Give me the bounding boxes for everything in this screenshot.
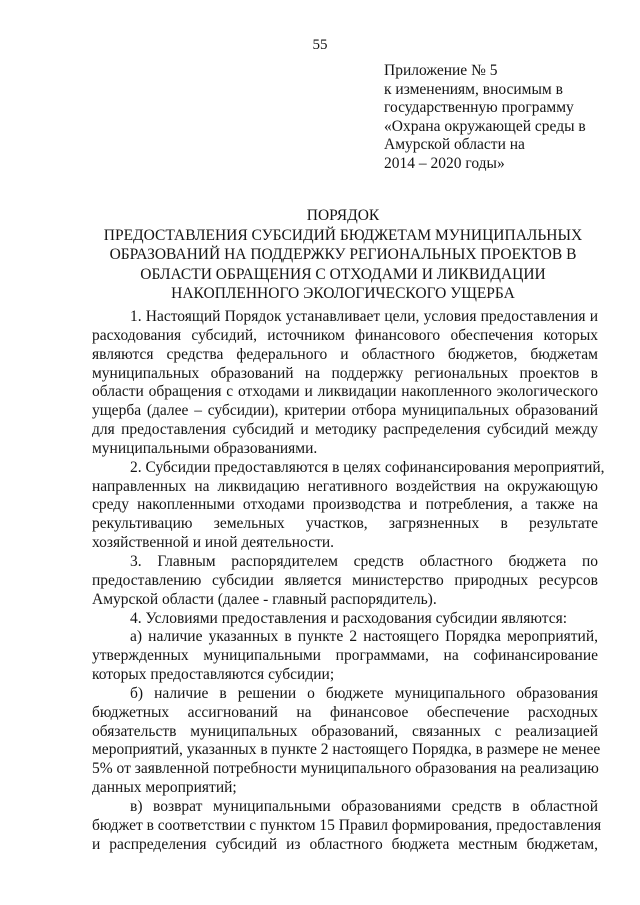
title-line: НАКОПЛЕННОГО ЭКОЛОГИЧЕСКОГО УЩЕРБА [171,285,515,302]
document-body [92,308,605,854]
body-line: утвержденных муниципальными программами, на софинансирование [92,647,598,665]
body-line: предоставлению субсидии является министерство природных ресурсов [92,571,598,589]
body-line: рекультивацию земельных участков, загрязненных в результате [92,515,598,533]
body-line: которых предоставляются субсидии; [92,666,335,684]
body-line: мероприятий, указанных в пункте 2 настоящего Порядка, в размере не менее [92,741,601,759]
body-line: и распределения субсидий из областного бюджета местным бюджетам, [92,835,598,853]
appendix-line: Приложение № 5 [384,62,498,79]
body-line: области обращения с отходами и ликвидации накопленного экологического [92,383,598,401]
body-line: являются средства федерального и областного бюджетов, бюджетам [92,345,598,363]
appendix-line: к изменениям, вносимым в [384,80,563,98]
body-line: муниципальными образованиями. [92,439,318,457]
body-line: 5% от заявленной потребности муниципального образования на реализацию [92,760,599,778]
appendix-note [384,62,624,174]
body-line: бюджетных ассигнований на финансовое обеспечение расходных [92,703,598,721]
body-line: бюджет в соответствии с пунктом 15 Правил формирования, предоставления [92,816,602,834]
page-number: 55 [312,37,328,53]
body-line: расходования субсидий, источником финансового обеспечения которых [92,326,598,344]
body-line: ущерба (далее – субсидии), критерии отбора муниципальных образований [92,402,598,420]
body-line: обязательств муниципальных образований, связанных с реализацией [92,722,598,740]
document-title [100,206,586,304]
appendix-line: «Охрана окружающей среды в [384,117,586,135]
body-line: а) наличие указанных в пункте 2 настоящего Порядка мероприятий, [130,628,598,646]
body-line: среду накопленными отходами производства и потребления, а также на [92,496,598,514]
body-line: 4. Условиями предоставления и расходования субсидии являются: [130,609,568,627]
title-line: ПОРЯДОК [306,207,380,224]
body-line: 1. Настоящий Порядок устанавливает цели, условия предоставления и [130,308,598,325]
body-line: 3. Главным распорядителем средств областного бюджета по [130,552,598,570]
body-line: в) возврат муниципальными образованиями средств в областной [130,797,598,815]
appendix-line: государственную программу [384,99,574,117]
body-line: Амурской области (далее - главный распорядитель). [92,590,437,608]
body-line: муниципальных образований на поддержку региональных проектов в [92,364,598,382]
body-line: б) наличие в решении о бюджете муниципального образования [130,684,598,702]
body-line: направленных на ликвидацию негативного воздействия на окружающую [92,477,598,495]
body-line: для предоставления субсидий и методику распределения субсидий между [92,421,598,439]
body-line: данных мероприятий; [92,779,237,797]
body-line: хозяйственной и иной деятельности. [92,534,335,552]
title-line: ОБЛАСТИ ОБРАЩЕНИЯ С ОТХОДАМИ И ЛИКВИДАЦИИ [140,265,546,283]
title-line: ОБРАЗОВАНИЙ НА ПОДДЕРЖКУ РЕГИОНАЛЬНЫХ ПРОЕКТОВ В [109,246,577,263]
body-line: 2. Субсидии предоставляются в целях софинансирования мероприятий, [130,458,605,476]
title-line: ПРЕДОСТАВЛЕНИЯ СУБСИДИЙ БЮДЖЕТАМ МУНИЦИПАЛЬНЫХ [103,226,583,244]
appendix-line: 2014 – 2020 годы» [384,154,505,172]
appendix-line: Амурской области на [384,136,525,154]
